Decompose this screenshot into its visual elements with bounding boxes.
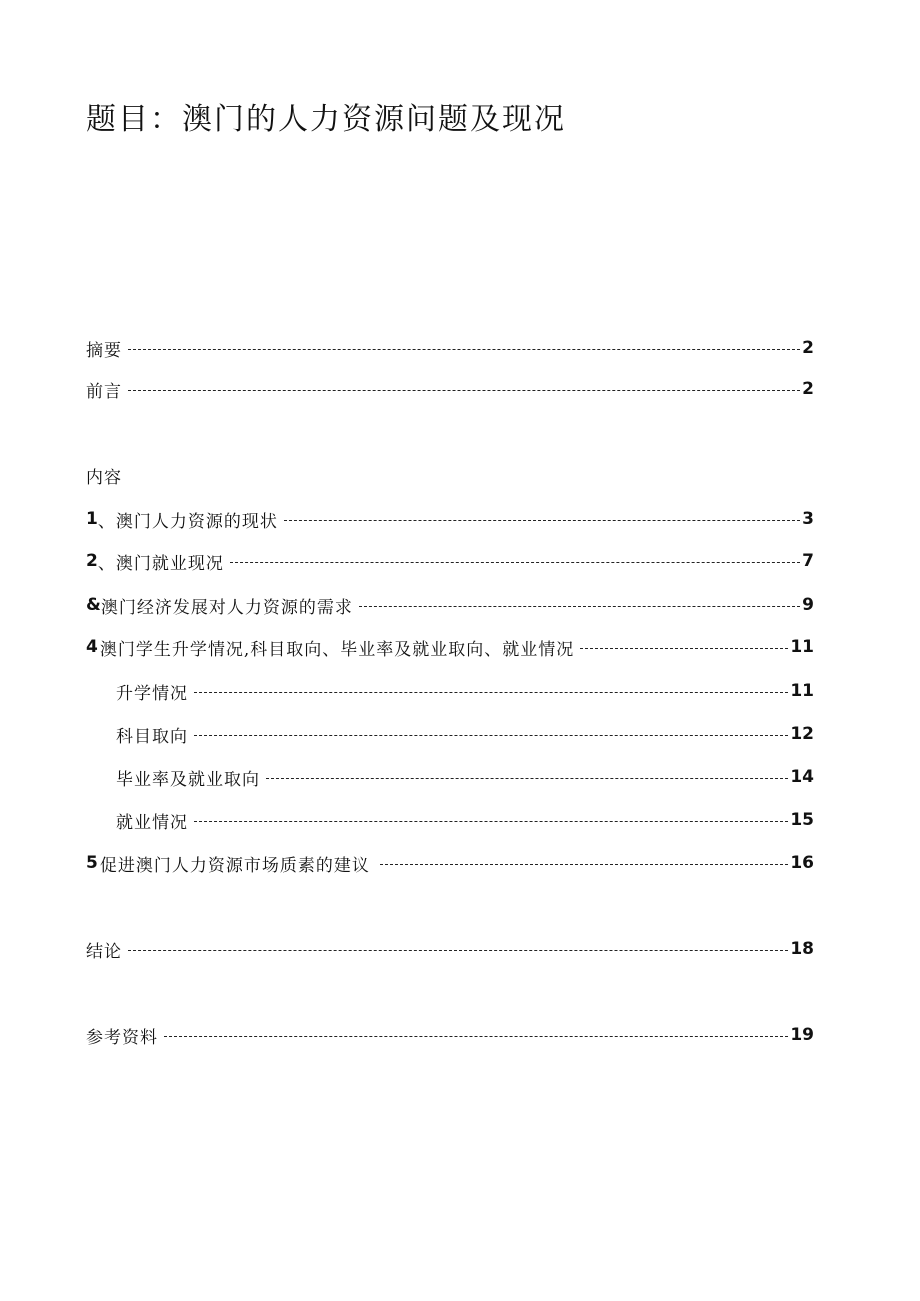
toc-entry-3[interactable] <box>86 593 814 617</box>
toc-leader <box>580 648 788 649</box>
toc-number: 5 <box>86 853 98 873</box>
toc-leader <box>266 778 788 779</box>
toc-label: 、澳门就业现况 <box>97 553 224 574</box>
toc-label: 摘要 <box>86 340 122 361</box>
toc-leader <box>194 735 788 736</box>
content-heading: 内容 <box>86 468 122 488</box>
toc-entry-abstract[interactable] <box>86 336 814 360</box>
toc-leader <box>128 390 800 391</box>
toc-number: 2 <box>86 551 98 571</box>
toc-label: 科目取向 <box>116 726 188 747</box>
toc-label: 结论 <box>86 941 122 962</box>
toc-leader <box>128 349 800 350</box>
document-title: 题目：澳门的人力资源问题及现况 <box>86 102 566 137</box>
toc-subentry-3[interactable] <box>116 765 814 789</box>
toc-leader <box>164 1036 788 1037</box>
toc-entry-conclusion[interactable] <box>86 937 814 961</box>
toc-leader <box>359 606 800 607</box>
toc-entry-references[interactable] <box>86 1023 814 1047</box>
toc-subentry-2[interactable] <box>116 722 814 746</box>
toc-label: 澳门学生升学情况,科目取向、毕业率及就业取向、就业情况 <box>99 639 575 660</box>
toc-leader <box>230 562 800 563</box>
toc-page-number: 11 <box>790 681 814 701</box>
toc-page-number: 2 <box>802 338 814 358</box>
toc-page-number: 12 <box>790 724 814 744</box>
toc-leader <box>284 520 800 521</box>
toc-number: & <box>86 595 101 615</box>
toc-label: 澳门经济发展对人力资源的需求 <box>100 597 353 618</box>
toc-page-number: 15 <box>790 810 814 830</box>
toc-number: 1 <box>86 509 98 529</box>
toc-subentry-4[interactable] <box>116 808 814 832</box>
toc-entry-2[interactable] <box>86 549 814 573</box>
toc-number: 4 <box>86 637 98 657</box>
toc-label: 促进澳门人力资源市场质素的建议 <box>99 855 370 876</box>
toc-page-number: 16 <box>790 853 814 873</box>
toc-page-number: 3 <box>802 509 814 529</box>
toc-entry-5[interactable] <box>86 851 814 875</box>
toc-label: 升学情况 <box>116 683 188 704</box>
toc-page-number: 7 <box>802 551 814 571</box>
toc-leader <box>194 692 788 693</box>
toc-label: 毕业率及就业取向 <box>116 769 260 790</box>
toc-leader <box>380 864 788 865</box>
toc-entry-4[interactable] <box>86 635 814 659</box>
toc-page-number: 19 <box>790 1025 814 1045</box>
toc-label: 、澳门人力资源的现状 <box>97 511 278 532</box>
toc-label: 就业情况 <box>116 812 188 833</box>
toc-page-number: 18 <box>790 939 814 959</box>
toc-entry-1[interactable] <box>86 507 814 531</box>
toc-page-number: 14 <box>790 767 814 787</box>
toc-label: 参考资料 <box>86 1027 158 1048</box>
toc-page-number: 2 <box>802 379 814 399</box>
toc-leader <box>194 821 788 822</box>
toc-entry-preface[interactable] <box>86 377 814 401</box>
toc-leader <box>128 950 788 951</box>
toc-page-number: 11 <box>790 637 814 657</box>
toc-subentry-1[interactable] <box>116 679 814 703</box>
toc-page-number: 9 <box>802 595 814 615</box>
toc-label: 前言 <box>86 381 122 402</box>
